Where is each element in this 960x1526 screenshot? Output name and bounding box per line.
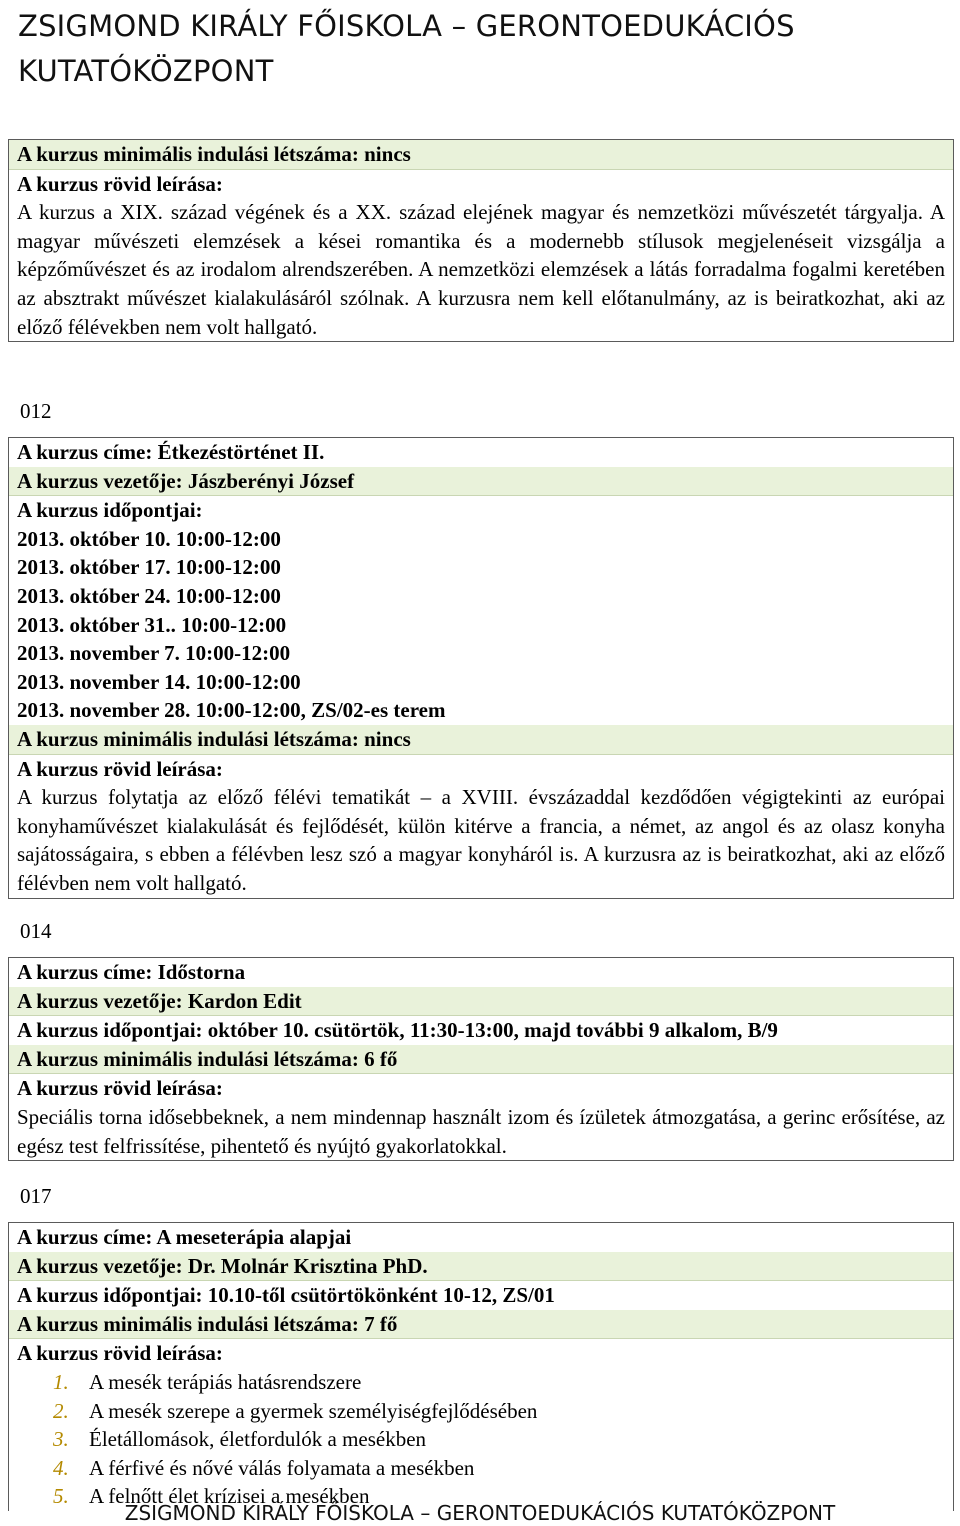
course-date: 2013. október 31.. 10:00-12:00 (17, 612, 287, 637)
course-date: 2013. október 17. 10:00-12:00 (17, 555, 281, 580)
min-participants: A kurzus minimális indulási létszáma: nincs (9, 140, 953, 170)
course-box (8, 139, 954, 342)
description-text: Speciális torna idősebbeknek, a nem mindennap használt izom és ízületek átmozgatása, a gerinc erősítése, az egész test felfrissítése, pihentető és nyújtó gyakorlatokkal. (17, 1104, 945, 1158)
course-date: 2013. október 10. 10:00-12:00 (17, 526, 281, 551)
list-number: 5. (53, 1484, 69, 1509)
list-item (53, 1397, 945, 1426)
list-text: A férfivé és nővé válás folyamata a mesékben (89, 1455, 475, 1480)
min-participants: A kurzus minimális indulási létszáma: 6 fő (9, 1045, 953, 1075)
list-text: A mesék szerepe a gyermek személyiségfejlődésében (89, 1398, 538, 1423)
course-012 (8, 397, 954, 899)
description-text: A kurzus a XIX. század végének és a XX. század elejének magyar és nemzetközi művészetét tárgyalja. A magyar művészeti elemzések a kései romantika és a modernebb stílusok megjelenéseit vizsgálja a képzőművészet és az irodalom alrendszerében. A nemzetközi elemzések a látás forradalma fogalmi keretében az absztrakt művészet kialakulásáról szólnak. A kurzusra nem kell előtanulmány, az is beiratkozhat, aki az előző félévekben nem volt hallgató. (17, 200, 945, 339)
course-box (8, 437, 954, 899)
course-014 (8, 917, 954, 1161)
course-box (8, 957, 954, 1161)
course-code: 012 (20, 399, 52, 423)
header-line-1: ZSIGMOND KIRÁLY FŐISKOLA – GERONTOEDUKÁCIÓS (18, 9, 795, 43)
course-block-continued (8, 139, 954, 342)
list-item (53, 1454, 945, 1483)
description-label: A kurzus rövid leírása: (17, 171, 223, 196)
description-label: A kurzus rövid leírása: (17, 1076, 223, 1101)
page-header (18, 4, 948, 94)
course-title: A kurzus címe: Időstorna (17, 960, 246, 984)
course-times-label: A kurzus időpontjai: (17, 498, 203, 523)
course-date: 2013. november 28. 10:00-12:00, ZS/02-es terem (17, 698, 446, 723)
list-number: 3. (53, 1427, 69, 1452)
list-text: A mesék terápiás hatásrendszere (89, 1369, 362, 1394)
min-participants: A kurzus minimális indulási létszáma: nincs (9, 725, 953, 755)
course-times: A kurzus időpontjai: október 10. csütörtök, 11:30-13:00, majd további 9 alkalom, B/9 (17, 1018, 778, 1043)
list-number: 2. (53, 1398, 69, 1423)
course-017 (8, 1182, 954, 1511)
header-line-2: KUTATÓKÖZPONT (18, 54, 274, 88)
course-leader: A kurzus vezetője: Kardon Edit (9, 987, 953, 1017)
course-times: A kurzus időpontjai: 10.10-től csütörtökönként 10-12, ZS/01 (17, 1283, 555, 1308)
list-item (53, 1425, 945, 1454)
course-date: 2013. november 7. 10:00-12:00 (17, 641, 291, 666)
description-text: A kurzus folytatja az előző félévi tematikát – a XVIII. évszázaddal kezdődően végigtekinti az európai konyhaművészet kialakulását és fejlődését, külön kitérve a francia, a német, az angol és az olasz konyha sajátosságaira, s ebben a félévben lesz szó a magyar konyháról is. A kurzusra az is beiratkozhat, aki az előző félévben nem volt hallgató. (17, 785, 945, 895)
description-label: A kurzus rövid leírása: (17, 756, 223, 781)
course-title: A kurzus címe: A meseterápia alapjai (17, 1225, 352, 1249)
course-title: A kurzus címe: Étkezéstörténet II. (17, 440, 325, 464)
topic-list (9, 1368, 953, 1511)
course-leader: A kurzus vezetője: Jászberényi József (9, 467, 953, 497)
course-code: 014 (20, 919, 52, 943)
list-text: Életállomások, életfordulók a mesékben (89, 1427, 427, 1452)
min-participants: A kurzus minimális indulási létszáma: 7 fő (9, 1310, 953, 1340)
course-leader: A kurzus vezetője: Dr. Molnár Krisztina PhD. (9, 1252, 953, 1282)
list-item (53, 1368, 945, 1397)
course-code: 017 (20, 1184, 52, 1208)
description-label: A kurzus rövid leírása: (17, 1341, 223, 1366)
course-date: 2013. október 24. 10:00-12:00 (17, 583, 281, 608)
course-date: 2013. november 14. 10:00-12:00 (17, 669, 301, 694)
list-number: 4. (53, 1455, 69, 1480)
list-text: A felnőtt élet krízisei a mesékben (89, 1484, 370, 1509)
course-box (8, 1222, 954, 1511)
page-footer: ZSIGMOND KIRÁLY FŐISKOLA – GERONTOEDUKÁCIÓS KUTATÓKÖZPONT (124, 1501, 836, 1525)
list-number: 1. (53, 1369, 69, 1394)
